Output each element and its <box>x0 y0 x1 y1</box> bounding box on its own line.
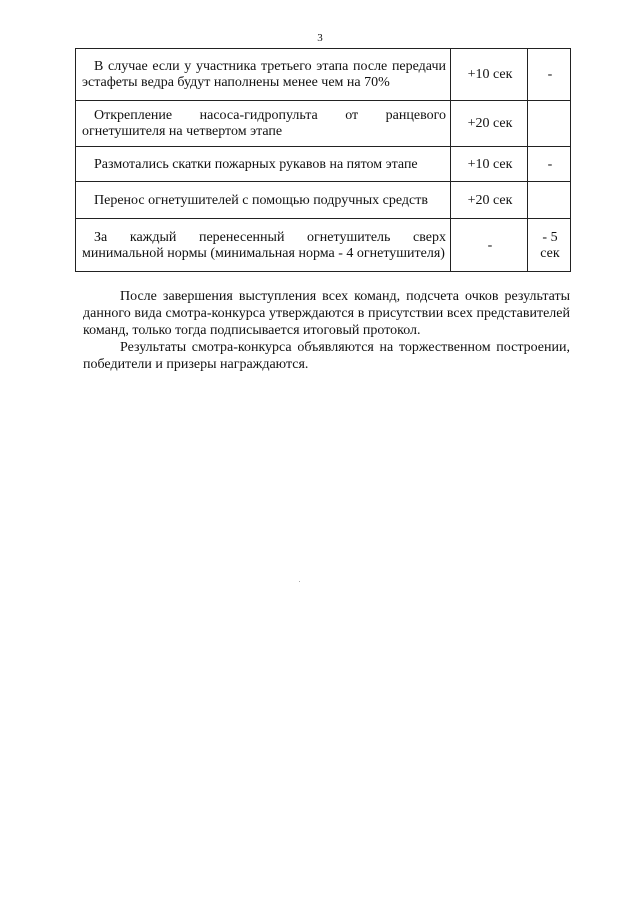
penalty-table <box>75 48 571 272</box>
row-description: В случае если у участника третьего этапа после передачи эстафеты ведра будут наполнены менее чем на 70% <box>76 49 451 101</box>
row-penalty: +10 сек <box>451 147 528 182</box>
page-number: 3 <box>317 32 323 44</box>
row-bonus: - <box>528 147 571 182</box>
row-bonus <box>528 101 571 147</box>
body-text <box>83 288 570 373</box>
row-bonus: - 5 сек <box>528 219 571 272</box>
row-penalty: - <box>451 219 528 272</box>
row-penalty: +20 сек <box>451 182 528 219</box>
row-bonus: - <box>528 49 571 101</box>
paragraph: Результаты смотра-конкурса объявляются на торжественном построении, победители и призеры награждаются. <box>83 340 570 372</box>
row-description: Размотались скатки пожарных рукавов на пятом этапе <box>76 147 451 182</box>
table-row <box>76 182 571 219</box>
row-description: Перенос огнетушителей с помощью подручных средств <box>76 182 451 219</box>
row-penalty: +10 сек <box>451 49 528 101</box>
scan-speck <box>299 581 300 582</box>
paragraph: После завершения выступления всех команд, подсчета очков результаты данного вида смотра-конкурса утверждаются в присутствии всех представителей команд, только тогда подписывается итоговый протокол. <box>83 289 570 338</box>
table-row <box>76 49 571 101</box>
row-description: Открепление насоса-гидропульта от ранцевого огнетушителя на четвертом этапе <box>76 101 451 147</box>
row-bonus <box>528 182 571 219</box>
row-description: За каждый перенесенный огнетушитель сверх минимальной нормы (минимальная норма - 4 огнетушителя) <box>76 219 451 272</box>
table-row <box>76 147 571 182</box>
row-penalty: +20 сек <box>451 101 528 147</box>
table-row <box>76 219 571 272</box>
table-row <box>76 101 571 147</box>
